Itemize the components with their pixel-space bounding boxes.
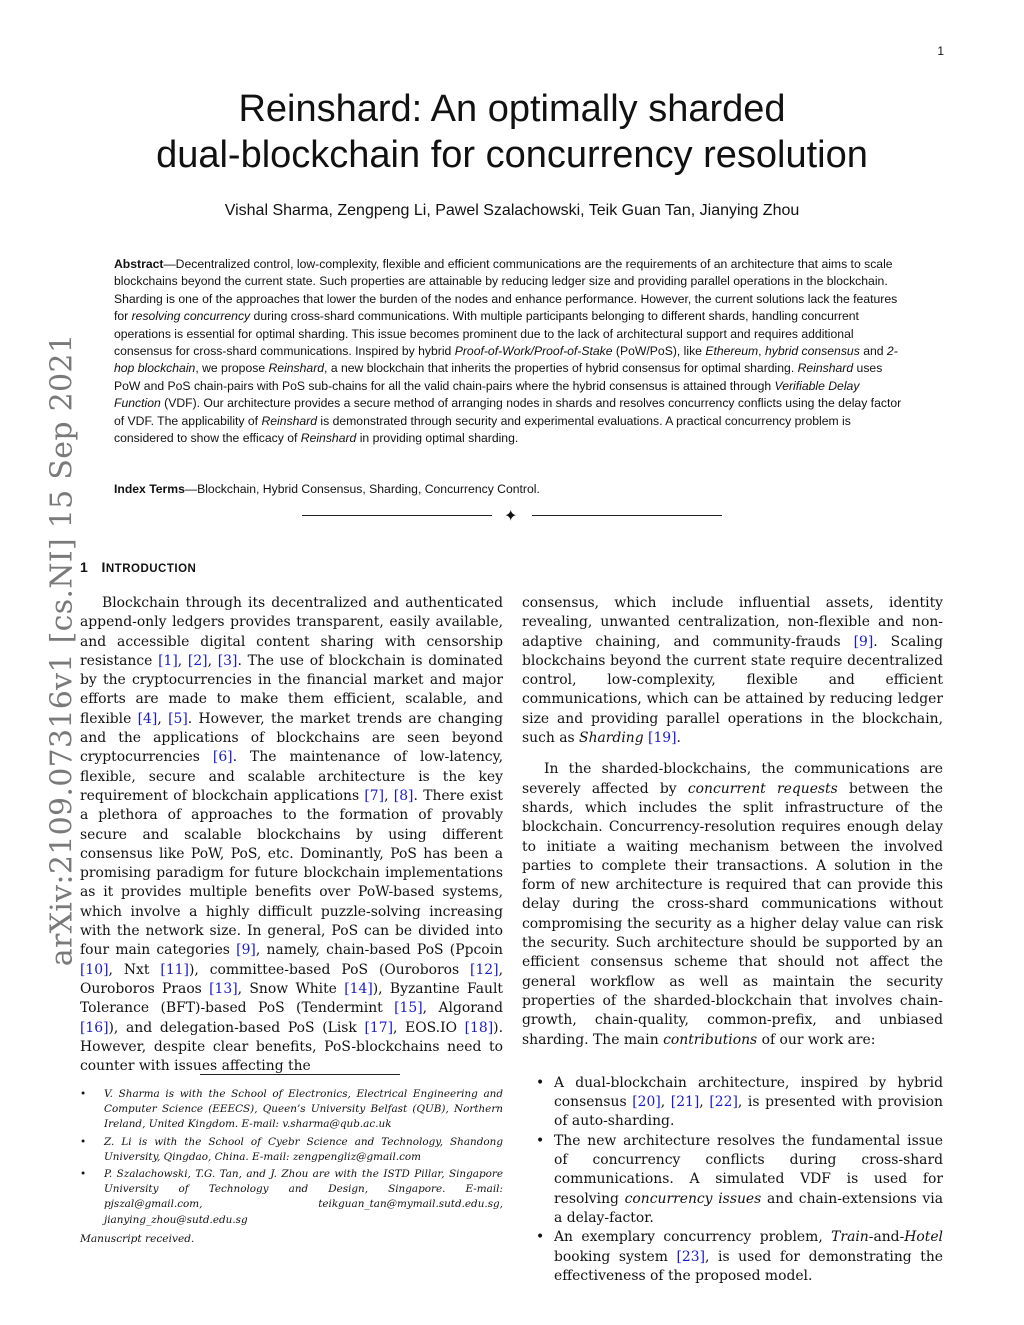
footnote-divider (200, 1074, 400, 1075)
right-column (522, 594, 943, 1286)
citation-link[interactable]: [9] (853, 633, 874, 650)
citation-link[interactable]: [9] (236, 942, 256, 959)
citation-link[interactable]: [22] (709, 1094, 738, 1111)
index-terms-label: Index Terms (114, 482, 185, 496)
separator-line-right (532, 515, 722, 516)
page-number: 1 (937, 44, 944, 58)
author-list: Vishal Sharma, Zengpeng Li, Pawel Szalachowski, Teik Guan Tan, Jianying Zhou (224, 202, 800, 219)
list-item: • An exemplary concurrency problem, Train-and-Hotel booking system [23], is used for demonstrating the effectiveness of the proposed model. (522, 1228, 943, 1286)
citation-link[interactable]: [14] (344, 980, 373, 997)
abstract: Abstract—Decentralized control, low-complexity, flexible and efficient communications are the requirements of an architecture that aims to scale blockchains beyond the current state. Such properties are attainable by reducing ledger size and providing parallel operations in the blockchain. Sharding is one of the approaches that lower the burden of the nodes and enhance performance. However, the current solutions lack the features for resolving concurrency during cross-shard communications. With multiple participants belonging to different shards, handling concurrent operations is essential for optimal sharding. This issue becomes prominent due to the lack of architectural support and requires additional consensus for cross-shard communications. Inspired by hybrid Proof-of-Work/Proof-of-Stake (PoW/PoS), like Ethereum, hybrid consensus and 2-hop blockchain, we propose Reinshard, a new blockchain that inherits the properties of hybrid consensus for optimal sharding. Reinshard uses PoW and PoS chain-pairs with PoS sub-chains for all the valid chain-pairs where the hybrid consensus is attained through Verifiable Delay Function (VDF). Our architecture provides a secure method of arranging nodes in shards and resolves concurrency conflicts using the delay factor of VDF. The applicability of Reinshard is demonstrated through security and experimental evaluations. A practical concurrency problem is considered to show the efficacy of Reinshard in providing optimal sharding. (114, 257, 902, 446)
title-line-1: Reinshard: An optimally sharded (238, 88, 786, 130)
contributions-list (522, 1074, 943, 1286)
intro-paragraph-1: Blockchain through its decentralized and authenticated append-only ledgers provides transparent, easily available, and accessible digital content sharing with censorship resistance [1], [2], [3]. The use of blockchain is dominated by the cryptocurrencies in the financial market and major efforts are made to make them efficient, scalable, and flexible [4], [5]. However, the market trends are changing and the applications of blockchains are seen beyond cryptocurrencies [6]. The maintenance of low-latency, flexible, secure and scalable architecture is the key requirement of blockchain applications [7], [8]. There exist a plethora of approaches to the formation of provably secure and scalable blockchains by using different consensus like PoW, PoS, etc. Dominantly, PoS has been a promising paradigm for future blockchain implementations as it provides multiple benefits over PoW-based systems, which involve a highly difficult puzzle-solving increasing with the network size. In general, PoS can be divided into four main categories [9], namely, chain-based PoS (Ppcoin [10], Nxt [11]), committee-based PoS (Ouroboros [12], Ouroboros Praos [13], Snow White [14]), Byzantine Fault Tolerance (BFT)-based PoS (Tendermint [15], Algorand [16]), and delegation-based PoS (Lisk [17], EOS.IO [18]). However, despite clear benefits, PoS-blockchains need to counter with issues affecting the (80, 595, 504, 1075)
intro-paragraph-3: In the sharded-blockchains, the communications are severely affected by concurrent requests between the shards, which includes the split infrastructure of the blockchain. Concurrency-resolution requires enough delay to initiate a waiting mechanism between the involved parties to complete their transactions. A solution in the form of new architecture is required that can provide this delay during the cross-shard communications without compromising the security as a higher delay value can risk the security. Such architecture should be supported by an efficient consensus scheme that should not affect the general workflow as well as maintain the security properties of the sharded-blockchain that involves chain-growth, chain-quality, common-prefix, and unbiased sharding. The main contributions of our work are: (522, 761, 943, 1048)
separator-line-left (302, 515, 492, 516)
arxiv-stamp[interactable]: arXiv:2109.07316v1 [cs.NI] 15 Sep 2021 (44, 333, 80, 967)
citation-link[interactable]: [7] (364, 787, 385, 804)
list-item: • A dual-blockchain architecture, inspired by hybrid consensus [20], [21], [22], is presented with provision of auto-sharding. (522, 1074, 943, 1132)
citation-link[interactable]: [15] (394, 1000, 423, 1017)
section-separator (0, 508, 1024, 524)
manuscript-note: Manuscript received. (80, 1233, 195, 1245)
citation-link[interactable]: [16] (80, 1019, 109, 1036)
citation-link[interactable]: [19] (648, 730, 677, 747)
citation-link[interactable]: [17] (364, 1019, 394, 1036)
citation-link[interactable]: [10] (80, 961, 109, 978)
citation-link[interactable]: [1] (158, 652, 178, 669)
citation-link[interactable]: [21] (670, 1094, 700, 1111)
citation-link[interactable]: [18] (464, 1019, 494, 1036)
citation-link[interactable]: [23] (676, 1248, 706, 1265)
citation-link[interactable]: [3] (217, 652, 238, 669)
left-column (80, 594, 503, 1076)
citation-link[interactable]: [20] (632, 1094, 661, 1111)
footnote-item: • Z. Li is with the School of Cyebr Science and Technology, Shandong University, Qingdao, China. E-mail: zengpengliz@gmail.com (80, 1135, 503, 1165)
title-line-2: dual-blockchain for concurrency resolution (156, 134, 868, 176)
citation-link[interactable]: [5] (168, 710, 188, 727)
list-item: • The new architecture resolves the fundamental issue of concurrency conflicts during cross-shard communications. A simulated VDF is used for resolving concurrency issues and chain-extensions via a delay-factor. (522, 1132, 943, 1228)
citation-link[interactable]: [8] (393, 787, 414, 804)
citation-link[interactable]: [11] (160, 961, 189, 978)
citation-link[interactable]: [13] (209, 980, 238, 997)
separator-star-icon: ✦ (504, 506, 518, 525)
affiliation-footnotes (80, 1087, 503, 1230)
citation-link[interactable]: [12] (470, 961, 499, 978)
citation-link[interactable]: [6] (212, 749, 233, 766)
footnote-item: • V. Sharma is with the School of Electronics, Electrical Engineering and Computer Science (EEECS), Queen’s University Belfast (QUB), Northern Ireland, United Kingdom. E-mail: v.sharma@qub.ac.uk (80, 1087, 503, 1133)
paper-title (0, 86, 1024, 178)
index-terms: Index Terms—Blockchain, Hybrid Consensus, Sharding, Concurrency Control. (114, 482, 540, 496)
intro-paragraph-2: consensus, which include influential assets, identity revealing, unwanted centralization, non-flexible and non-adaptive chaining, and community-frauds [9]. Scaling blockchains beyond the current state require decentralized control, low-complexity, flexible and efficient communications, which can be attained by reducing ledger size and providing parallel operations in the blockchain, such as Sharding [19]. (522, 595, 943, 747)
abstract-label: Abstract (114, 257, 164, 271)
section-heading-introduction: 1 INTRODUCTION (80, 559, 197, 575)
citation-link[interactable]: [2] (187, 652, 208, 669)
citation-link[interactable]: [4] (137, 710, 158, 727)
footnote-item: • P. Szalachowski, T.G. Tan, and J. Zhou are with the ISTD Pillar, Singapore University of Technology and Design, Singapore. E-mail: pjszal@gmail.com, teikguan_tan@mymail.sutd.edu.sg, jianying_zhou@sutd.edu.sg (80, 1167, 503, 1228)
